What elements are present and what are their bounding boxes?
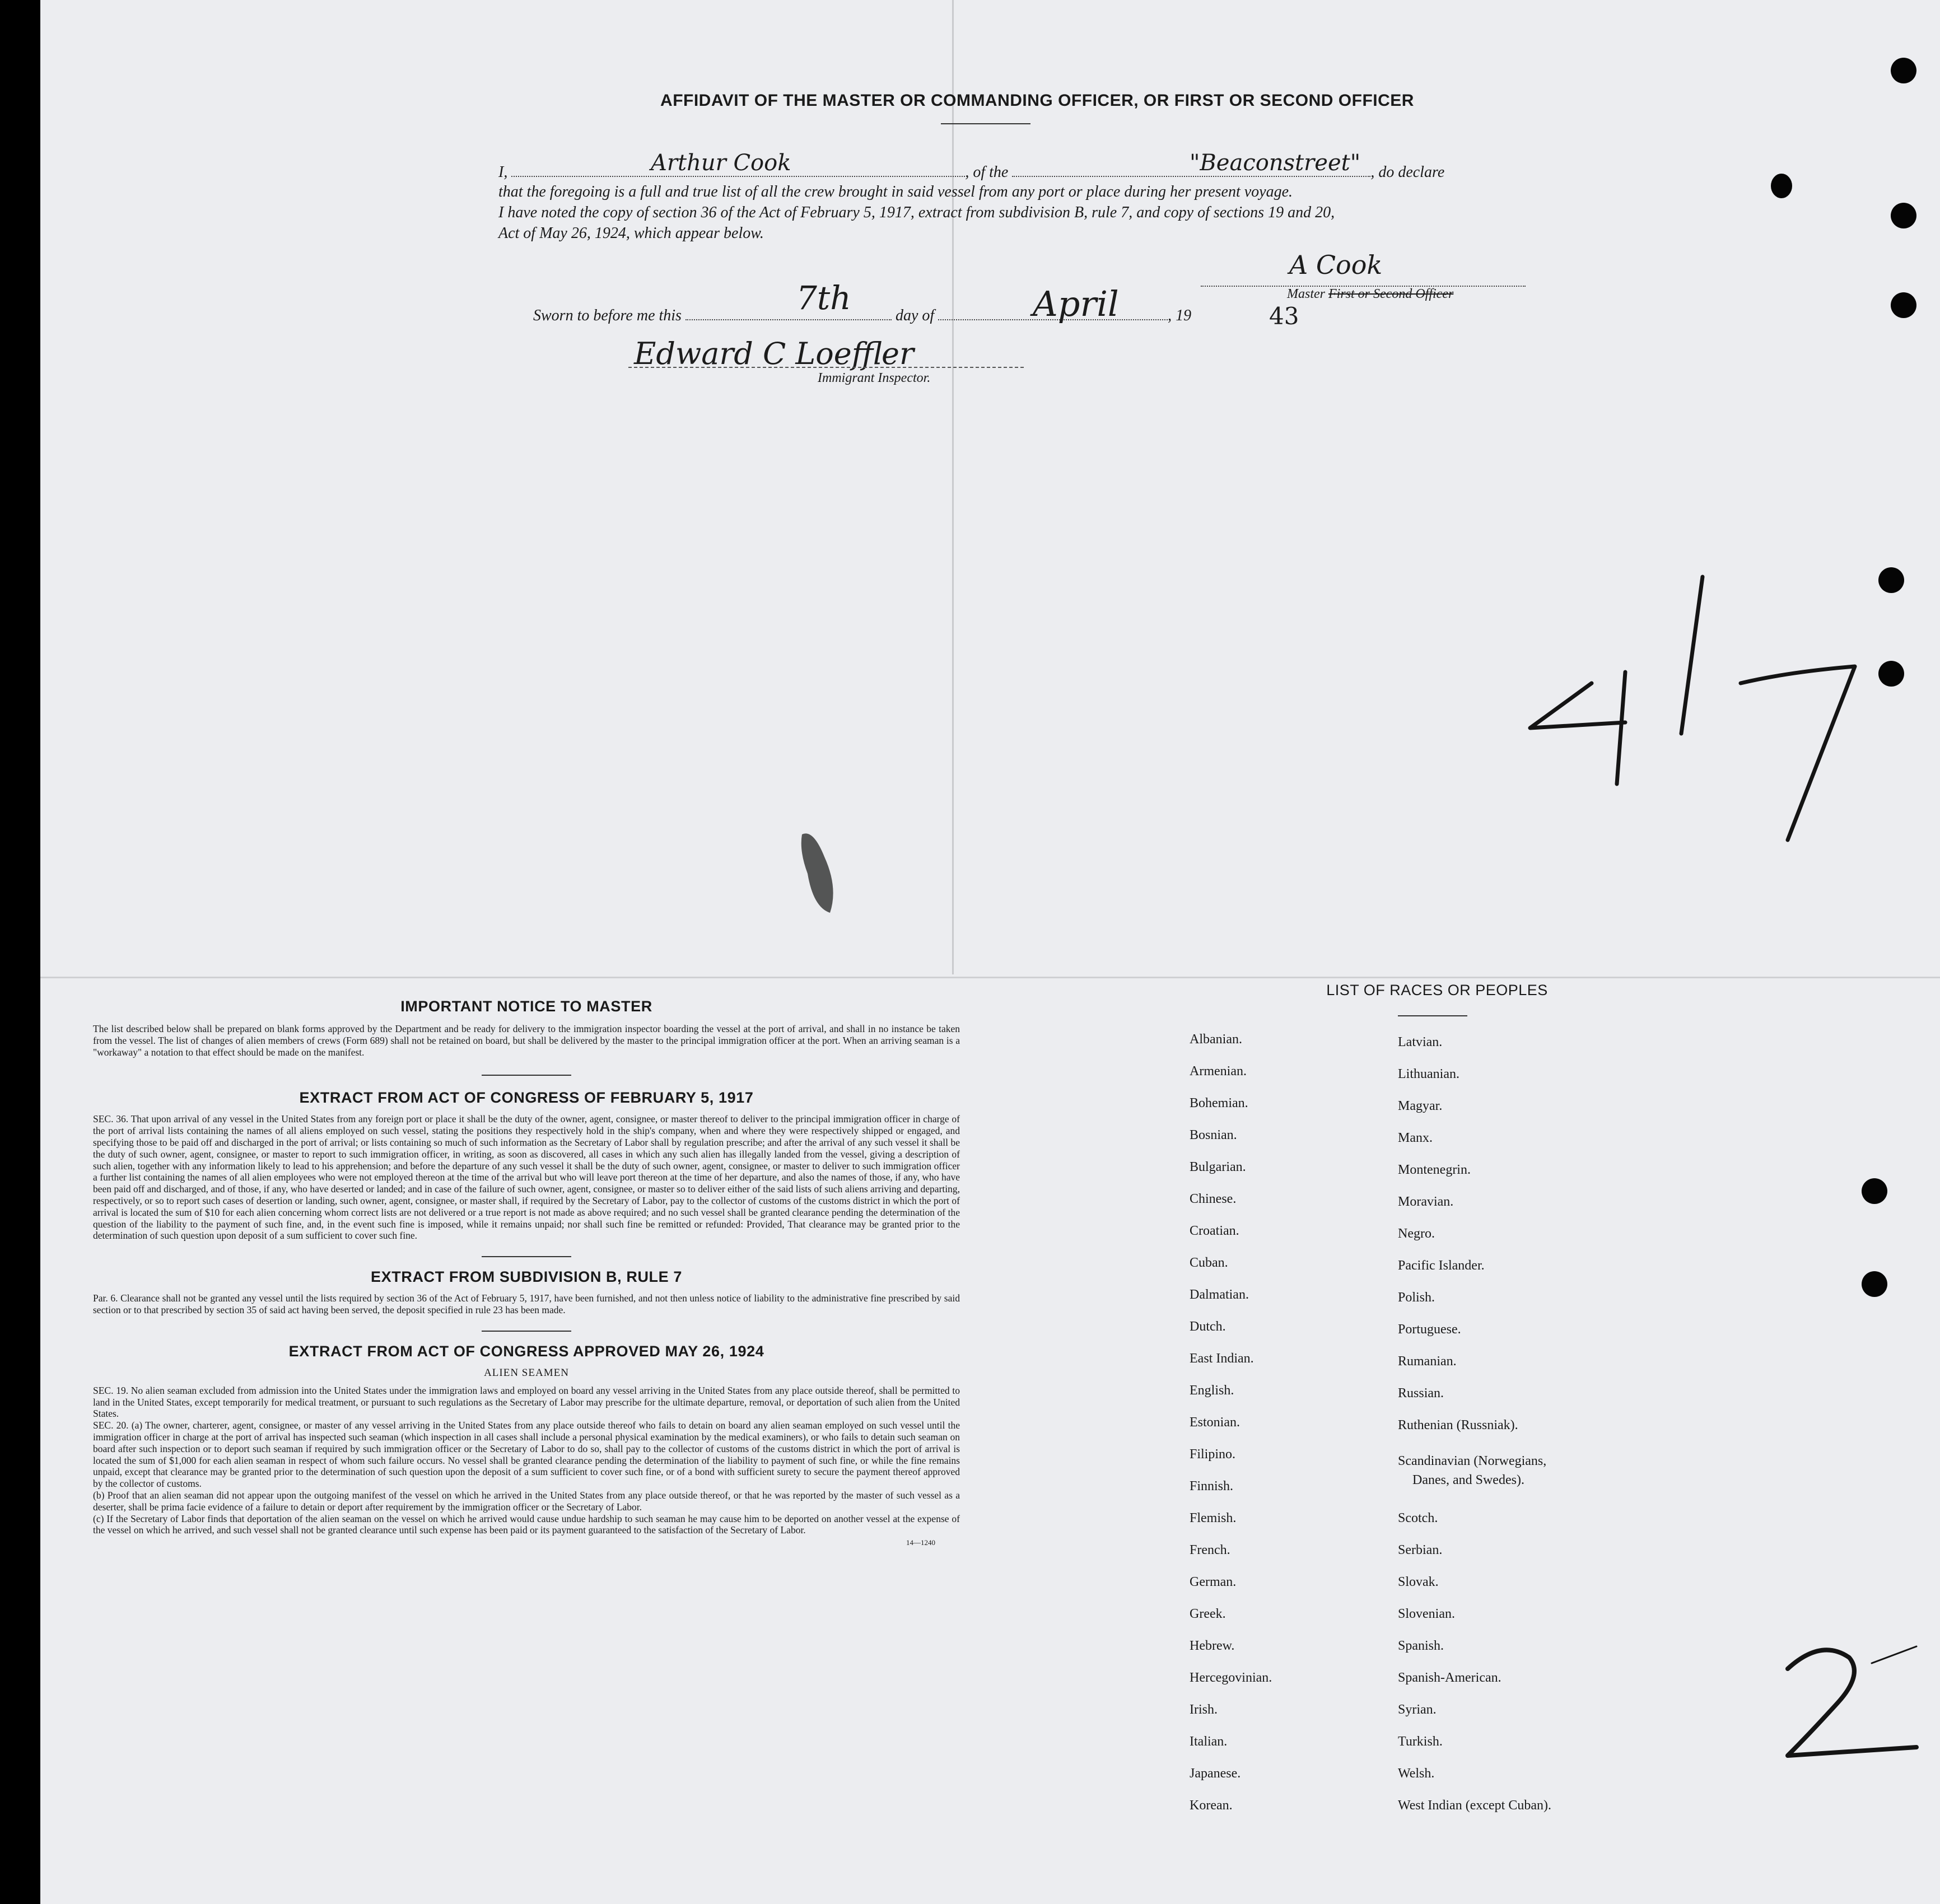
race-item: Slovak. <box>1398 1575 1439 1589</box>
races-title: LIST OF RACES OR PEOPLES <box>1326 982 1548 998</box>
races-title-rule <box>1398 1015 1467 1016</box>
vessel-name-handwritten: "Beaconstreet" <box>1190 150 1361 176</box>
race-item: Manx. <box>1398 1131 1433 1145</box>
race-item: Lithuanian. <box>1398 1067 1459 1081</box>
extract-rule7-title: EXTRACT FROM SUBDIVISION B, RULE 7 <box>371 1268 682 1286</box>
race-item: Japanese. <box>1190 1766 1241 1781</box>
race-item: Ruthenian (Russniak). <box>1398 1418 1518 1432</box>
race-item: Korean. <box>1190 1798 1233 1813</box>
race-item: Rumanian. <box>1398 1354 1457 1369</box>
race-item: Dutch. <box>1190 1319 1226 1334</box>
race-item: Chinese. <box>1190 1192 1237 1206</box>
page-mark-text <box>40 0 41 1</box>
affidavit-line-4: Act of May 26, 1924, which appear below. <box>498 225 764 242</box>
struck-officer-label: First or Second Officer <box>1328 287 1454 301</box>
race-item: Hebrew. <box>1190 1639 1235 1653</box>
race-item: Bulgarian. <box>1190 1160 1246 1174</box>
race-item: Portuguese. <box>1398 1322 1461 1337</box>
race-item: Bohemian. <box>1190 1096 1248 1110</box>
race-item: East Indian. <box>1190 1351 1254 1366</box>
race-item: Polish. <box>1398 1290 1435 1305</box>
race-item: Magyar. <box>1398 1099 1443 1113</box>
extract-1924-title: EXTRACT FROM ACT OF CONGRESS APPROVED MAY 26, 1924 <box>288 1342 764 1360</box>
race-item: Negro. <box>1398 1226 1435 1241</box>
race-item: Spanish. <box>1398 1639 1444 1653</box>
race-item: Slovenian. <box>1398 1607 1455 1621</box>
race-item: Cuban. <box>1190 1256 1228 1270</box>
master-label: Master <box>1287 287 1325 301</box>
handwritten-page-mark <box>1771 1635 1928 1764</box>
day-field <box>685 305 892 320</box>
affidavit-line-2: that the foregoing is a full and true list of all the crew brought in said vessel from any port or place during her present voyage. <box>498 183 1293 200</box>
officer-name-handwritten: Arthur Cook <box>651 150 791 176</box>
notice-body: The list described below shall be prepared on blank forms approved by the Department and be ready for delivery to the immigration inspector boarding the vessel at the port of arrival, and shall in no instance be taken from the vessel. The list of changes of alien members of crews (Form 689) shall not be retained on board, but shall be delivered by the master to the principal immigration officer at the port. When an arriving seaman is a "workaway" a notation to that effect should be made on the manifest. <box>93 1023 960 1058</box>
race-item: Scotch. <box>1398 1511 1438 1525</box>
race-item: Turkish. <box>1398 1734 1443 1749</box>
race-item: Albanian. <box>1190 1032 1242 1047</box>
officer-title-line <box>1287 287 1453 302</box>
day-of-label: day of <box>895 307 935 324</box>
race-item: Spanish-American. <box>1398 1670 1501 1685</box>
punch-hole <box>1862 1178 1887 1204</box>
race-item: Croatian. <box>1190 1224 1239 1238</box>
race-item: Scandinavian (Norwegians, <box>1398 1454 1547 1468</box>
race-item: Montenegrin. <box>1398 1163 1471 1177</box>
race-item: Flemish. <box>1190 1511 1237 1525</box>
race-item: Moravian. <box>1398 1194 1454 1209</box>
sec-20c-text: (c) If the Secretary of Labor finds that deportation of the alien seaman on the vessel on which he arrived would cause undue hardship to such seaman he may cause him to be deported on another vessel at the expense of the vessel on which he arrived, and such vessel shall not be granted clearance until such expense has been paid or its payment guaranteed to the satisfaction of the Secretary of Labor. <box>93 1513 960 1536</box>
race-item: Irish. <box>1190 1702 1218 1717</box>
race-item: Latvian. <box>1398 1035 1443 1049</box>
extract-1917-body: SEC. 36. That upon arrival of any vessel in the United States from any foreign port or place it shall be the duty of the owner, agent, consignee, or master thereof to deliver to the principal immigration officer in charge of the port of arrival lists containing the names of all aliens employed on such vessel, stating the positions they respectively hold in the ship's company, when and where they were respectively shipped or engaged, and specifying those to be paid off and discharged in the port of arrival; or lists containing so much of such information as the Secretary of Labor shall by regulation prescribe; and after the arrival of any such vessel it shall be the duty of such owner, agent, consignee, or master to report to such immigration officer, in writing, as soon as discovered, all cases in which any such alien has illegally landed from the vessel, giving a description of such alien, together with any information likely to lead to his apprehension; and before the departure of any such vessel it shall be the duty of such owner, agent, consignee, or master to deliver to such immigration officer a further list containing the names of all alien employees who were not employed thereon at the time of the arrival but who will leave port thereon at the time of her departure, and also the names of those, if any, who have been paid off and discharged, and of those, if any, who have deserted or landed; and in case of the failure of such owner, agent, consignee, or master so to deliver either of the said lists of such aliens arriving and departing, respectively, or so to report such cases of desertion or landing, such owner, agent, consignee, or master shall, if required by the Secretary of Labor, pay to the collector of customs of the customs district in which the port of arrival is located the sum of $10 for each alien concerning whom correct lists are not delivered or a true report is not made as above required; and no such vessel shall be granted clearance pending the determination of the question of the liability to the payment of such fine, and, in the event such fine is imposed, while it remains unpaid; nor shall such fine be remitted or refunded: Provided, That clearance may be granted prior to the determination of such question upon deposit of a sum sufficient to cover such fine. <box>93 1113 960 1242</box>
punch-hole <box>1891 203 1916 228</box>
notice-title: IMPORTANT NOTICE TO MASTER <box>400 998 652 1015</box>
race-item: Pacific Islander. <box>1398 1258 1485 1273</box>
officer-signature: A Cook <box>1289 250 1383 280</box>
ink-smudge <box>791 823 852 924</box>
race-item: Italian. <box>1190 1734 1228 1749</box>
race-item: Hercegovinian. <box>1190 1670 1272 1685</box>
race-item: Russian. <box>1398 1386 1444 1401</box>
sec-20a-text: SEC. 20. (a) The owner, charterer, agent, consignee, or master of any vessel arriving in the United States from any place outside thereof who fails to detain on board any alien seaman employed on such vessel until the immigration officer in charge at the port of arrival has inspected such seaman (which inspection in all cases shall include a personal physical examination by the medical examiners), or who fails to detain such seaman on board after such inspection or to deport such seaman if required by such immigration officer or the Secretary of Labor to do so, shall pay to the collector of customs of the customs district in which the port of arrival is located the sum of $1,000 for each alien seaman in respect of whom such failure occurs. No vessel shall be granted clearance pending the determination of the liability to payment of such fine, or while the fine remains unpaid, except that clearance may be granted prior to the determination of such question upon the deposit of a sum sufficient to cover such fine, or of a bond with sufficient surety to secure the payment thereof approved by the collector of customs. <box>93 1420 960 1490</box>
of-the-label: , of the <box>965 164 1009 181</box>
race-item: Filipino. <box>1190 1447 1236 1462</box>
vertical-fold-line <box>952 0 954 974</box>
extract-1917-title: EXTRACT FROM ACT OF CONGRESS OF FEBRUARY 5, 1917 <box>299 1089 754 1107</box>
race-item: West Indian (except Cuban). <box>1398 1798 1551 1813</box>
declare-label: , do declare <box>1370 164 1445 181</box>
affidavit-line-3: I have noted the copy of section 36 of the Act of February 5, 1917, extract from subdivision B, rule 7, and copy of sections 19 and 20, <box>498 204 1335 221</box>
race-item: Bosnian. <box>1190 1128 1237 1142</box>
race-item: Estonian. <box>1190 1415 1240 1430</box>
punch-hole <box>1771 174 1792 198</box>
race-item: English. <box>1190 1383 1234 1398</box>
section-divider <box>482 1256 571 1257</box>
race-item: Serbian. <box>1398 1543 1443 1557</box>
inspector-label: Immigrant Inspector. <box>818 371 931 385</box>
race-item: Danes, and Swedes). <box>1412 1473 1524 1487</box>
affidavit-title: AFFIDAVIT OF THE MASTER OR COMMANDING OFFICER, OR FIRST OR SECOND OFFICER <box>660 91 1414 110</box>
document-page <box>40 0 1940 1904</box>
inspector-signature-line <box>628 367 1024 368</box>
year-handwritten: 43 <box>1269 302 1299 330</box>
race-item: Dalmatian. <box>1190 1287 1249 1302</box>
handwritten-date-mark <box>1496 560 1888 896</box>
section-divider <box>482 1331 571 1332</box>
race-item: Finnish. <box>1190 1479 1234 1494</box>
punch-hole <box>1891 292 1916 318</box>
race-item: German. <box>1190 1575 1237 1589</box>
day-handwritten: 7th <box>796 279 851 317</box>
sworn-label: Sworn to before me this <box>533 307 682 324</box>
punch-hole <box>1862 1271 1887 1297</box>
form-number: 14—1240 <box>906 1538 935 1547</box>
i-label: I, <box>498 164 508 181</box>
notice-column <box>90 991 963 1547</box>
punch-hole <box>1891 58 1916 83</box>
month-handwritten: April <box>1033 283 1119 324</box>
title-rule <box>941 123 1030 124</box>
section-divider <box>482 1075 571 1076</box>
race-item: Greek. <box>1190 1607 1226 1621</box>
inspector-signature: Edward C Loeffler <box>634 336 914 371</box>
race-item: Syrian. <box>1398 1702 1437 1717</box>
sec-20b-text: (b) Proof that an alien seaman did not appear upon the outgoing manifest of the vessel on which he arrived in the United States from any place outside thereof, or that he was reported by the master of such vessel as a deserter, shall be prima facie evidence of a failure to detain or deport after requirement by the immigration officer or the Secretary of Labor. <box>93 1489 960 1513</box>
race-item: Armenian. <box>1190 1064 1247 1079</box>
extract-rule7-body: Par. 6. Clearance shall not be granted any vessel until the lists required by section 36 of the Act of February 5, 1917, have been furnished, and not then unless notice of liability to the administrative fine prescribed by said section or to that prescribed by section 35 of said act having been served, the deposit specified in rule 23 has been made. <box>93 1292 960 1315</box>
alien-seamen-subtitle: ALIEN SEAMEN <box>484 1366 569 1379</box>
race-item: Welsh. <box>1398 1766 1435 1781</box>
race-item: French. <box>1190 1543 1230 1557</box>
horizontal-fold-line <box>40 977 1940 978</box>
year-prefix: , 19 <box>1168 307 1192 324</box>
sec-19-text: SEC. 19. No alien seaman excluded from admission into the United States under the immigration laws and employed on board any vessel arriving in the United States from any place outside thereof, shall be permitted to land in the United States, except temporarily for medical treatment, or pursuant to such regulations as the Secretary of Labor may prescribe for the ultimate departure, removal, or deportation of such alien from the United States. <box>93 1384 960 1420</box>
